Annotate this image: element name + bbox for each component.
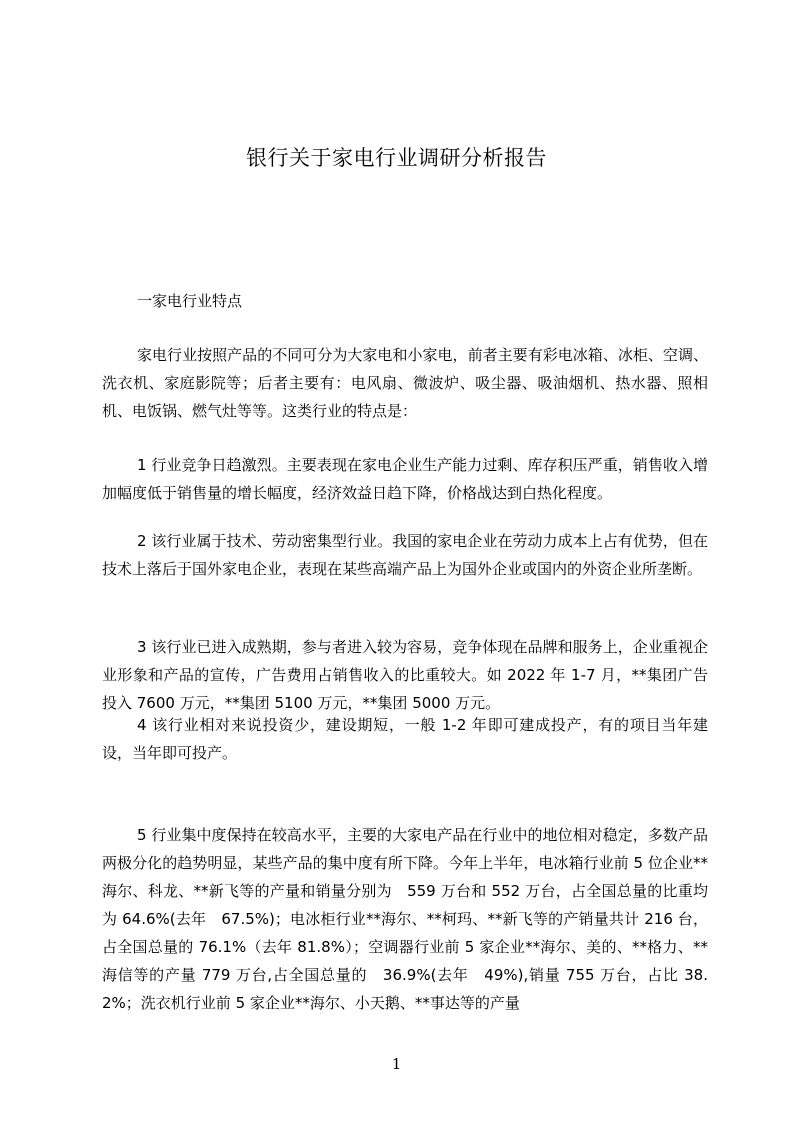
paragraph-point-3: 3 该行业已进入成熟期，参与者进入较为容易，竞争体现在品牌和服务上，企业重视企业形象和产品的宣传，广告费用占销售收入的比重较大。如 2022 年 1-7 月，**集团广告投入 7600 万元，**集团 5100 万元，**集团 5000 万元。 [102, 638, 708, 712]
paragraph-point-4: 4 该行业相对来说投资少，建设期短，一般 1-2 年即可建成投产，有的项目当年建设，当年即可投产。 [102, 716, 708, 762]
paragraph-intro: 家电行业按照产品的不同可分为大家电和小家电，前者主要有彩电冰箱、冰柜、空调、洗衣机、家庭影院等；后者主要有：电风扇、微波炉、吸尘器、吸油烟机、热水器、照相机、电饭锅、燃气灶等等。这类行业的特点是： [102, 346, 708, 420]
page-number: 1 [391, 1055, 402, 1073]
paragraph-point-1: 1 行业竞争日趋激烈。主要表现在家电企业生产能力过剩、库存积压严重，销售收入增加幅度低于销售量的增长幅度，经济效益日趋下降，价格战达到白热化程度。 [102, 456, 708, 502]
paragraph-point-5: 5 行业集中度保持在较高水平，主要的大家电产品在行业中的地位相对稳定，多数产品两极分化的趋势明显，某些产品的集中度有所下降。今年上半年，电冰箱行业前 5 位企业**海尔、科龙、**新飞等的产量和销量分别为 559 万台和 552 万台，占全国总量的比重均为 64.6%(去年 67.5%)；电冰柜行业**海尔、**柯玛、**新飞等的产销量共计 216 台，占全国总量的 76.1%（去年 81.8%）；空调器行业前 5 家企业**海尔、美的、**格力、**海信等的产量 779 万台,占全国总量的 36.9%(去年 49%),销量 755 万台，占比 38.2%；洗衣机行业前 5 家企业**海尔、小天鹅、**事达等的产量 [102, 826, 708, 1012]
section-heading: 一家电行业特点 [137, 292, 243, 310]
document-title: 银行关于家电行业调研分析报告 [246, 146, 547, 170]
paragraph-point-2: 2 该行业属于技术、劳动密集型行业。我国的家电企业在劳动力成本上占有优势，但在技术上落后于国外家电企业，表现在某些高端产品上为国外企业或国内的外资企业所垄断。 [102, 532, 708, 578]
